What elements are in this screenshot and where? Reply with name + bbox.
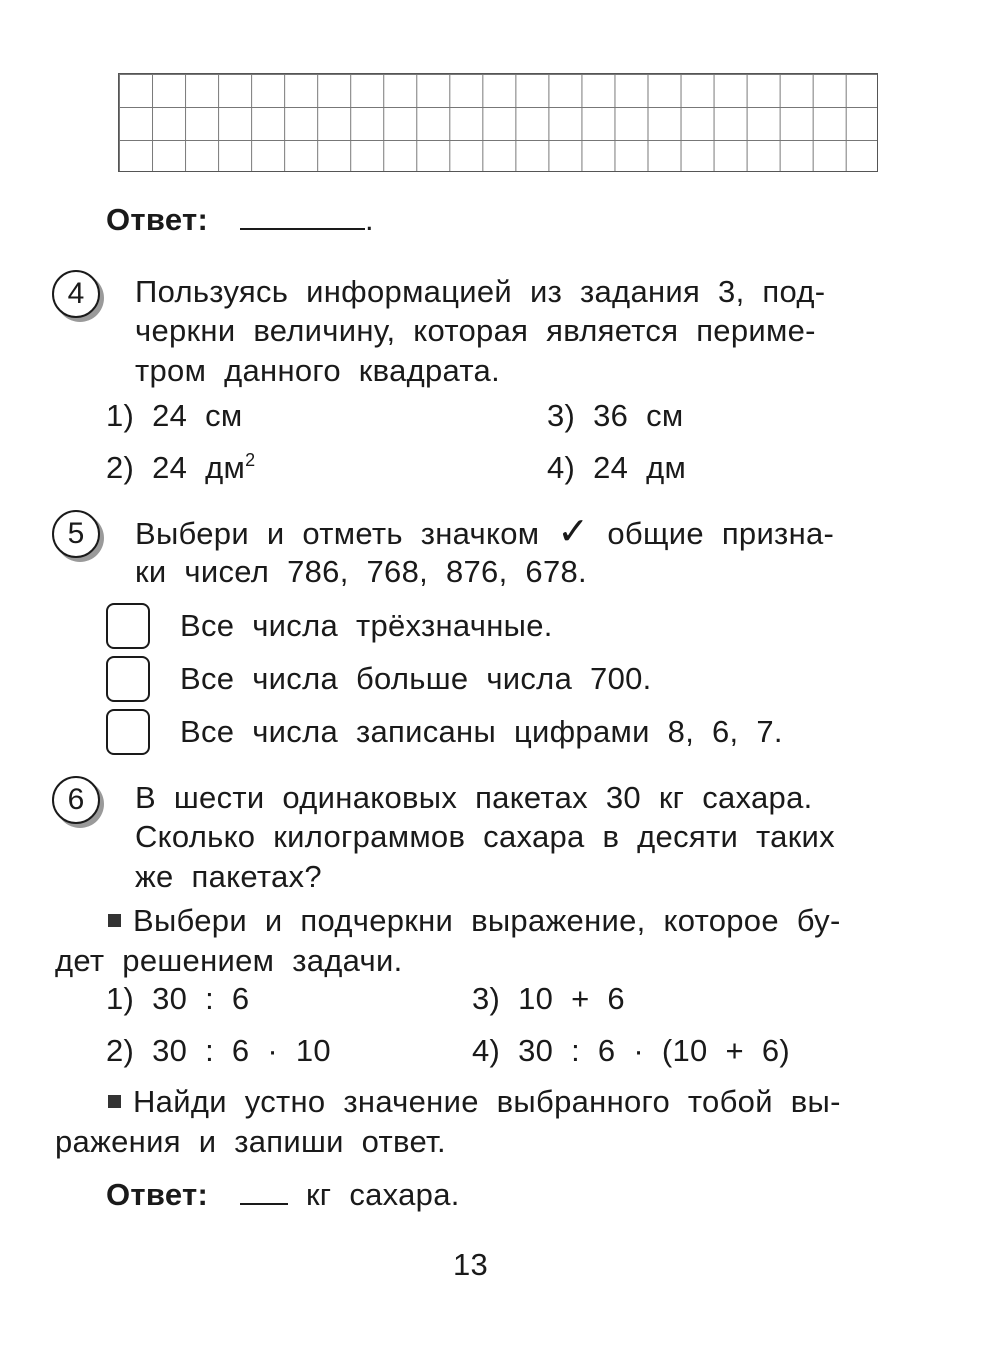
checkmark-icon: ✓ [557,511,590,553]
task-6-number: 6 [52,776,100,824]
answer-label: Ответ: [106,1177,209,1212]
task-6-option-1[interactable]: 1) 30 : 6 [106,981,250,1016]
task-5-checkbox-3[interactable] [106,709,150,755]
task-5-number: 5 [52,510,100,558]
bullet-square-icon [108,914,121,927]
task-6-option-3[interactable]: 3) 10 + 6 [472,981,625,1016]
task-6-instruction-2-line-1: Найди устно значение выбранного тобой вы- [108,1082,841,1122]
superscript-2: 2 [245,450,256,470]
task-4-line-2: черкни величину, которая является периме- [135,313,816,348]
task-4-line-1: Пользуясь информацией из задания 3, под- [135,274,826,309]
answer-line-task3 [106,200,374,240]
task-4-number: 4 [52,270,100,318]
answer-label: Ответ: [106,202,209,237]
task-5-check-label-2: Все числа больше числа 700. [180,661,652,696]
answer-suffix: кг сахара. [305,1177,460,1212]
task-6-line-2: Сколько килограммов сахара в десяти таких [135,819,835,854]
task-5-checkbox-1[interactable] [106,603,150,649]
task-4-option-2[interactable]: 2) 24 $дм^2$ [106,450,256,485]
page-number: 13 [453,1247,489,1282]
task-4-option-3[interactable]: 3) 36 см [547,398,684,433]
answer-grid[interactable] [118,73,878,172]
task-6-instruction-1-line-2: дет решением задачи. [55,943,403,978]
task-6-instruction-2-line-2: ражения и запиши ответ. [55,1124,446,1159]
task-5-check-label-3: Все числа записаны цифрами 8, 6, 7. [180,714,783,749]
task-6-option-2[interactable]: 2) 30 : 6 · 10 [106,1033,331,1068]
task-5-checkbox-2[interactable] [106,656,150,702]
task-5-line-2: ки чисел 786, 768, 876, 678. [135,554,587,589]
task-6-option-4[interactable]: 4) 30 : 6 · (10 + 6) [472,1033,790,1068]
task-4-option-4[interactable]: 4) 24 дм [547,450,687,485]
bullet-square-icon [108,1095,121,1108]
answer-blank[interactable] [240,1203,288,1205]
answer-end: . [365,202,374,237]
answer-line-task6 [106,1175,460,1215]
task-5-line-1: Выбери и отметь значком ✓ общие призна- [135,511,835,553]
task-6-line-3: же пакетах? [135,859,322,894]
task-6-line-1: В шести одинаковых пакетах 30 кг сахара. [135,780,813,815]
task-6-instruction-1-line-1: Выбери и подчеркни выражение, которое бу- [108,901,841,941]
task-4-line-3: тром данного квадрата. [135,353,501,388]
task-4-option-1[interactable]: 1) 24 см [106,398,243,433]
answer-blank[interactable] [240,228,365,230]
task-5-check-label-1: Все числа трёхзначные. [180,608,553,643]
